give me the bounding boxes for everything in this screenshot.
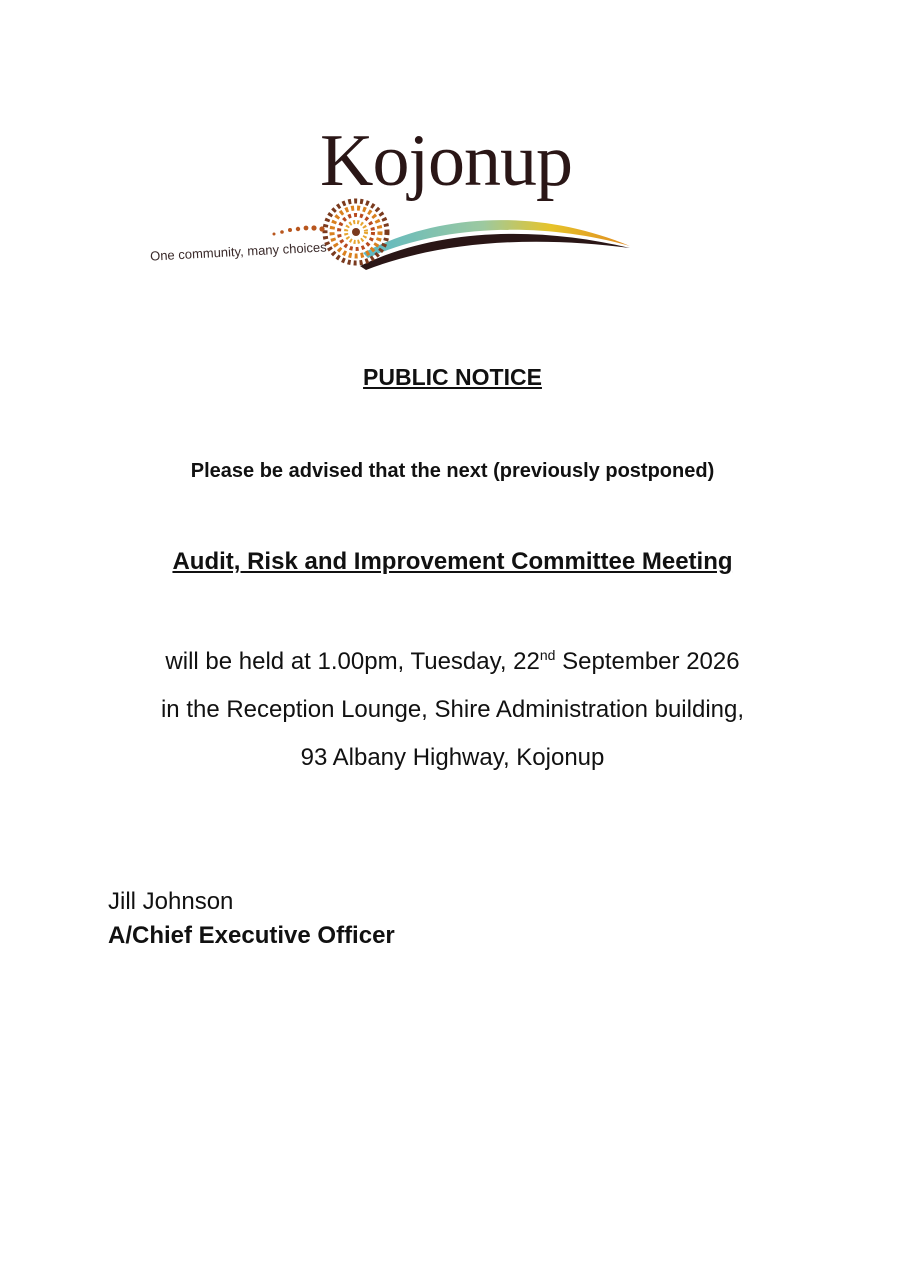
meeting-time-suffix: September 2026 xyxy=(555,648,740,675)
meeting-name: Audit, Risk and Improvement Committee Meeting xyxy=(172,548,733,575)
kojonup-logo xyxy=(268,120,638,278)
meeting-time-prefix: will be held at 1.00pm, Tuesday, 22 xyxy=(165,648,540,675)
notice-advised-text: Please be advised that the next (previously postponed) xyxy=(190,460,715,482)
meeting-details xyxy=(0,638,905,782)
meeting-time-line xyxy=(0,638,905,686)
meeting-day-suffix: nd xyxy=(539,647,556,663)
signer-role: A/Chief Executive Officer xyxy=(108,922,395,949)
notice-title: PUBLIC NOTICE xyxy=(363,364,542,390)
meeting-address-line: 93 Albany Highway, Kojonup xyxy=(300,744,605,771)
logo-dot-circle xyxy=(325,201,387,263)
logo-dot-trail xyxy=(273,225,325,235)
signer-name: Jill Johnson xyxy=(108,888,234,915)
logo-wordmark: Kojonup xyxy=(320,120,572,202)
logo-swoosh-graphic xyxy=(268,128,638,278)
meeting-location-line: in the Reception Lounge, Shire Administration building, xyxy=(160,696,745,723)
signature-block xyxy=(108,885,395,953)
logo-tagline: One community, many choices xyxy=(149,239,328,264)
